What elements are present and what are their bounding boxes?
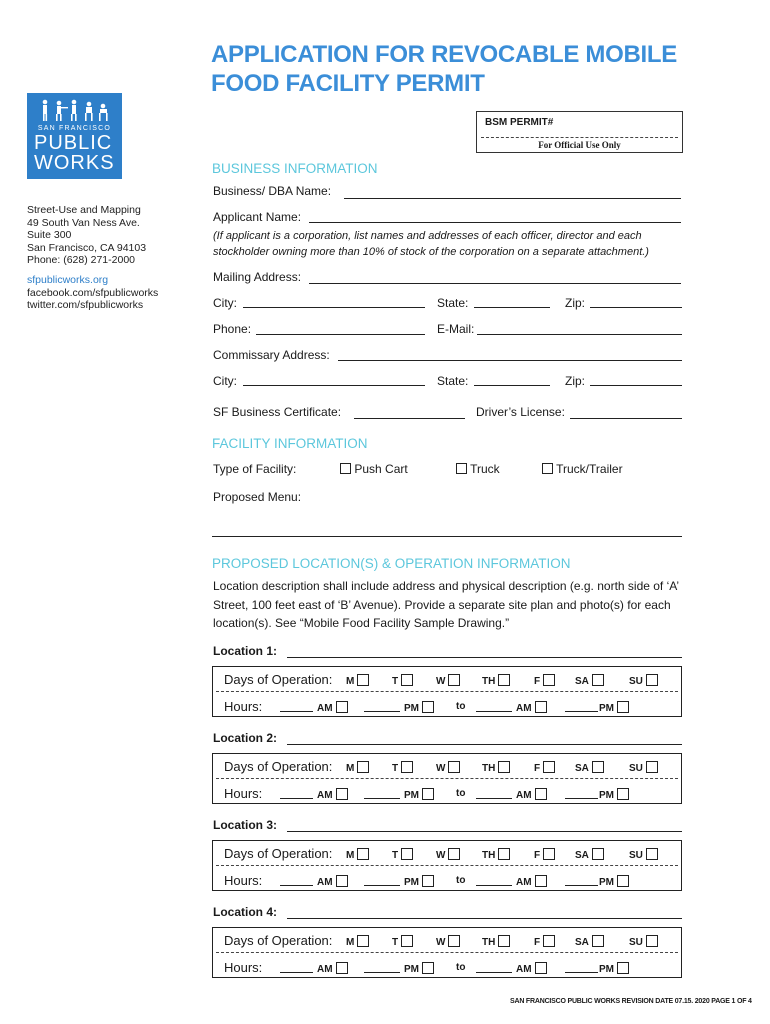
day-option[interactable]: W [436,674,460,687]
hours-end-pm-field[interactable] [565,885,598,886]
sf-cert-field[interactable] [354,418,465,419]
commissary-zip-field[interactable] [590,385,682,386]
day-option[interactable]: SU [629,848,658,861]
city-label: City: [213,296,237,310]
day-checkbox[interactable] [448,935,460,947]
day-checkbox[interactable] [646,935,658,947]
day-option[interactable]: T [392,674,413,687]
commissary-zip-label: Zip: [565,374,586,388]
day-option[interactable]: F [534,935,555,948]
day-option[interactable]: SA [575,935,604,948]
workers-figures-icon [37,99,112,121]
public-works-logo: SAN FRANCISCO PUBLIC WORKS [27,93,122,179]
truck-trailer-option[interactable]: Truck/Trailer [542,462,623,476]
end-am-option[interactable]: AM [516,788,547,801]
twitter-link[interactable]: twitter.com/sfpublicworks [27,299,144,311]
location-address-field[interactable] [287,918,682,919]
day-checkbox[interactable] [592,761,604,773]
day-option[interactable]: M [346,674,369,687]
hours-end-pm-field[interactable] [565,711,598,712]
day-checkbox[interactable] [401,848,413,860]
day-option[interactable]: TH [482,674,510,687]
end-am-option[interactable]: AM [516,962,547,975]
day-checkbox[interactable] [401,761,413,773]
am-checkbox[interactable] [535,788,547,800]
end-pm-option[interactable]: PM [599,875,629,888]
day-checkbox[interactable] [498,761,510,773]
operation-box [212,753,682,804]
pm-checkbox[interactable] [617,962,629,974]
start-pm-option[interactable]: PM [404,962,434,975]
hours-start-pm-field[interactable] [364,972,400,973]
day-option[interactable]: M [346,935,369,948]
hours-start-pm-field[interactable] [364,885,400,886]
commissary-field[interactable] [338,360,682,361]
sf-cert-label: SF Business Certificate: [213,405,342,419]
day-option[interactable]: T [392,848,413,861]
location-description: Location description shall include address and physical description (e.g. north side of ‘A’ Street, 100 feet east of ‘B’ Avenue). Provide a separate site plan and photo(s) for each location(s). See “Mobile Food Facility Sample Drawing.” [213,579,679,630]
location-address-field[interactable] [287,831,682,832]
days-label: Days of Operation: [224,846,333,861]
hours-end-pm-field[interactable] [565,972,598,973]
truck-trailer-checkbox[interactable] [542,463,553,474]
pm-checkbox[interactable] [617,701,629,713]
hours-end-field[interactable] [476,711,512,712]
dba-label: Business/ DBA Name: [213,184,332,198]
day-checkbox[interactable] [448,848,460,860]
facebook-link[interactable]: facebook.com/sfpublicworks [27,286,159,299]
website-link[interactable]: sfpublicworks.org [27,274,109,286]
to-label: to [456,875,466,886]
day-option[interactable]: F [534,848,555,861]
day-checkbox[interactable] [592,935,604,947]
day-option[interactable]: F [534,674,555,687]
pm-checkbox[interactable] [422,701,434,713]
hours-start-field[interactable] [280,798,313,799]
hours-label: Hours: [224,699,263,714]
hours-end-field[interactable] [476,798,512,799]
day-checkbox[interactable] [448,674,460,686]
phone-field[interactable] [256,334,425,335]
hours-start-pm-field[interactable] [364,711,400,712]
mailing-field[interactable] [309,283,681,284]
am-checkbox[interactable] [336,875,348,887]
hours-start-field[interactable] [280,885,313,886]
day-checkbox[interactable] [357,935,369,947]
location-label: Location 3: [213,818,278,832]
facility-heading: FACILITY INFORMATION [212,436,368,451]
end-am-option[interactable]: AM [516,701,547,714]
day-checkbox[interactable] [543,848,555,860]
pm-checkbox[interactable] [422,962,434,974]
mailing-label: Mailing Address: [213,270,302,284]
day-option[interactable]: SU [629,935,658,948]
location-label: Location 2: [213,731,278,745]
start-pm-option[interactable]: PM [404,788,434,801]
truck-checkbox[interactable] [456,463,467,474]
day-checkbox[interactable] [592,848,604,860]
day-checkbox[interactable] [646,848,658,860]
page-title: APPLICATION FOR REVOCABLE MOBILE FOOD FACILITY PERMIT [211,41,677,97]
day-checkbox[interactable] [543,761,555,773]
am-checkbox[interactable] [336,788,348,800]
to-label: to [456,701,466,712]
license-label: Driver’s License: [476,405,565,419]
phone-label: Phone: [213,322,252,336]
location-address-field[interactable] [287,657,682,658]
am-checkbox[interactable] [336,962,348,974]
day-option[interactable]: TH [482,761,510,774]
day-checkbox[interactable] [401,935,413,947]
zip-field[interactable] [590,307,682,308]
hours-end-pm-field[interactable] [565,798,598,799]
am-checkbox[interactable] [336,701,348,713]
pm-checkbox[interactable] [422,875,434,887]
day-checkbox[interactable] [498,935,510,947]
end-pm-option[interactable]: PM [599,962,629,975]
start-am-option[interactable]: AM [317,788,348,801]
state-field[interactable] [474,307,550,308]
day-option[interactable]: SA [575,761,604,774]
day-option[interactable]: SA [575,848,604,861]
official-use-box: BSM PERMIT# For Official Use Only [476,111,683,153]
day-checkbox[interactable] [498,848,510,860]
hours-label: Hours: [224,960,263,975]
contact-links [27,274,158,312]
day-option[interactable]: F [534,761,555,774]
commissary-city-label: City: [213,374,237,388]
day-option[interactable]: M [346,848,369,861]
day-checkbox[interactable] [646,761,658,773]
start-am-option[interactable]: AM [317,701,348,714]
day-checkbox[interactable] [448,761,460,773]
day-option[interactable]: W [436,848,460,861]
location-heading: PROPOSED LOCATION(S) & OPERATION INFORMATION [212,556,571,571]
zip-label: Zip: [565,296,586,310]
dba-field[interactable] [344,198,681,199]
day-checkbox[interactable] [357,674,369,686]
city-field[interactable] [243,307,425,308]
applicant-field[interactable] [309,222,681,223]
email-label: E-Mail: [437,322,475,336]
days-label: Days of Operation: [224,933,333,948]
am-checkbox[interactable] [535,875,547,887]
day-option[interactable]: SU [629,674,658,687]
menu-label: Proposed Menu: [213,490,302,504]
hours-start-field[interactable] [280,972,313,973]
commissary-city-field[interactable] [243,385,425,386]
menu-field[interactable] [212,536,682,537]
office-address: Street-Use and Mapping 49 South Van Ness Ave. Suite 300 San Francisco, CA 94103 Phone: (628) 271-2000 [27,204,147,266]
day-checkbox[interactable] [543,935,555,947]
applicant-note: (If applicant is a corporation, list names and addresses of each officer, director and each stockholder owning more than 10% of stock of the corporation on a separate attachment.) [213,230,649,258]
push-cart-option[interactable]: Push Cart [340,462,408,476]
commissary-state-field[interactable] [474,385,550,386]
start-am-option[interactable]: AM [317,962,348,975]
day-checkbox[interactable] [498,674,510,686]
pm-checkbox[interactable] [617,788,629,800]
day-checkbox[interactable] [357,848,369,860]
start-pm-option[interactable]: PM [404,875,434,888]
days-label: Days of Operation: [224,672,333,687]
start-pm-option[interactable]: PM [404,701,434,714]
day-option[interactable]: T [392,761,413,774]
location-address-field[interactable] [287,744,682,745]
to-label: to [456,788,466,799]
pm-checkbox[interactable] [422,788,434,800]
end-pm-option[interactable]: PM [599,788,629,801]
end-am-option[interactable]: AM [516,875,547,888]
hours-end-field[interactable] [476,972,512,973]
day-checkbox[interactable] [543,674,555,686]
day-option[interactable]: W [436,761,460,774]
am-checkbox[interactable] [535,701,547,713]
hours-label: Hours: [224,786,263,801]
day-checkbox[interactable] [357,761,369,773]
operation-box [212,927,682,978]
commissary-label: Commissary Address: [213,348,330,362]
push-cart-checkbox[interactable] [340,463,351,474]
hours-end-field[interactable] [476,885,512,886]
hours-label: Hours: [224,873,263,888]
day-checkbox[interactable] [646,674,658,686]
am-checkbox[interactable] [535,962,547,974]
start-am-option[interactable]: AM [317,875,348,888]
hours-start-pm-field[interactable] [364,798,400,799]
state-label: State: [437,296,469,310]
location-label: Location 4: [213,905,278,919]
to-label: to [456,962,466,973]
license-field[interactable] [570,418,682,419]
end-pm-option[interactable]: PM [599,701,629,714]
day-option[interactable]: SA [575,674,604,687]
commissary-state-label: State: [437,374,469,388]
location-label: Location 1: [213,644,278,658]
day-option[interactable]: TH [482,848,510,861]
day-option[interactable]: T [392,935,413,948]
days-label: Days of Operation: [224,759,333,774]
day-checkbox[interactable] [401,674,413,686]
day-checkbox[interactable] [592,674,604,686]
facility-type-label: Type of Facility: [213,462,297,476]
operation-box [212,666,682,717]
truck-option[interactable]: Truck [456,462,500,476]
applicant-label: Applicant Name: [213,210,302,224]
page-footer: SAN FRANCISCO PUBLIC WORKS REVISION DATE 07.15. 2020 PAGE 1 OF 4 [510,998,752,1005]
email-field[interactable] [477,334,682,335]
day-option[interactable]: TH [482,935,510,948]
operation-box [212,840,682,891]
day-option[interactable]: SU [629,761,658,774]
pm-checkbox[interactable] [617,875,629,887]
day-option[interactable]: W [436,935,460,948]
day-option[interactable]: M [346,761,369,774]
business-heading: BUSINESS INFORMATION [212,161,378,176]
hours-start-field[interactable] [280,711,313,712]
